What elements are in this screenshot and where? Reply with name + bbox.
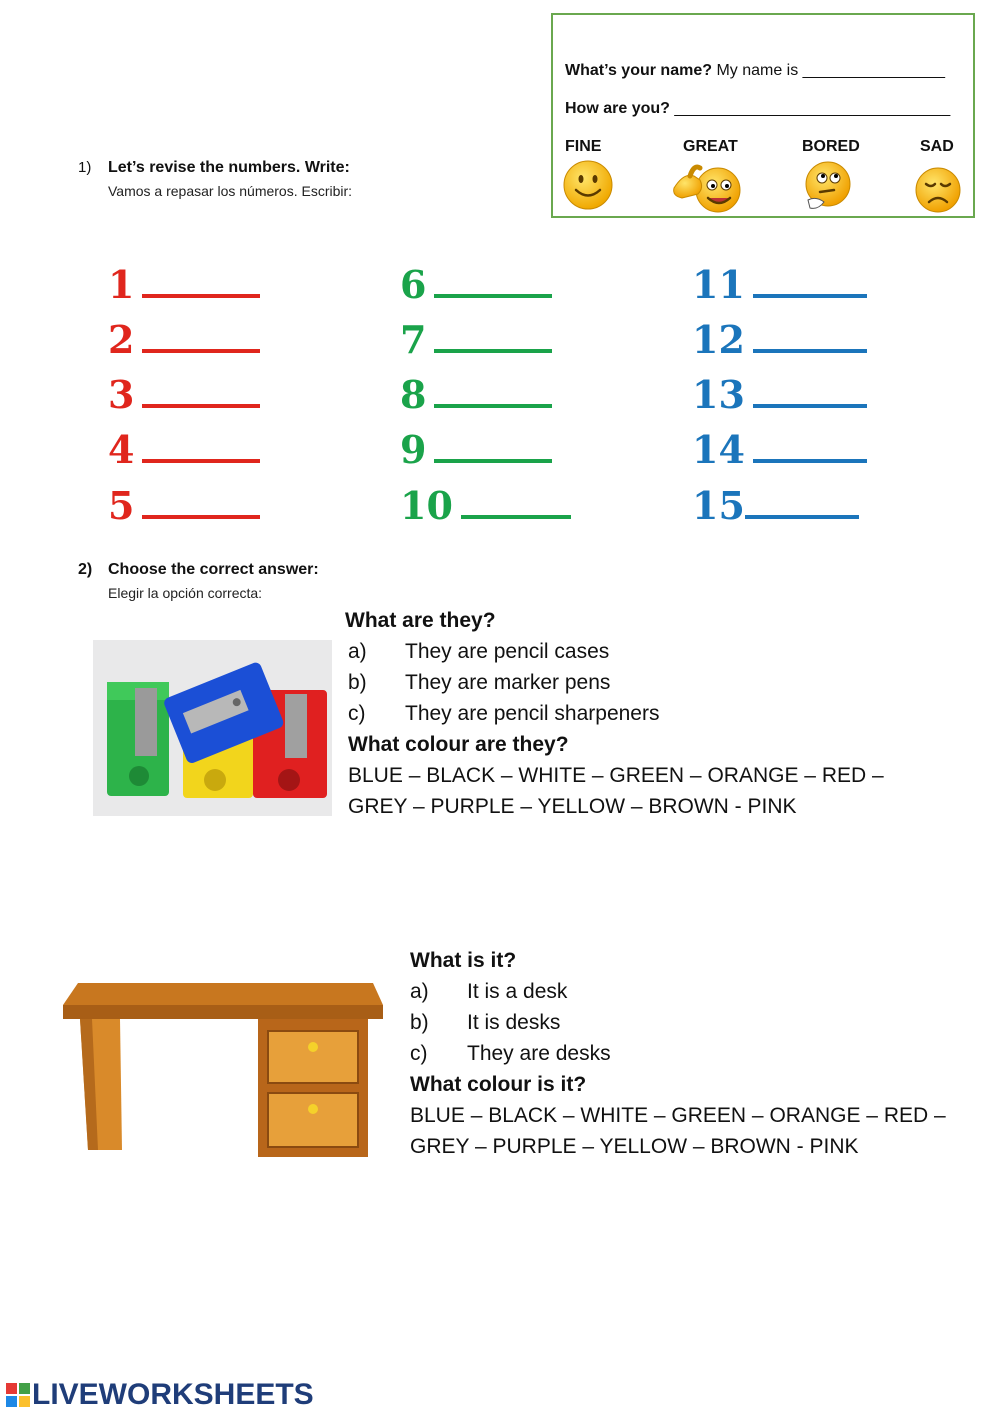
liveworksheets-logo-icon xyxy=(6,1383,30,1407)
number-row xyxy=(692,483,859,528)
answer-line[interactable] xyxy=(434,349,552,353)
answer-line[interactable] xyxy=(434,294,552,298)
exercise1-colours-line1[interactable]: BLUE – BLACK – WHITE – GREEN – ORANGE – RED – xyxy=(348,764,884,787)
answer-line[interactable] xyxy=(142,294,260,298)
number-label: 11 xyxy=(692,262,745,307)
answer-line[interactable] xyxy=(753,404,867,408)
name-question-row xyxy=(565,62,945,80)
exercise1-option-c[interactable]: c) They are pencil sharpeners xyxy=(348,702,660,725)
answer-line[interactable] xyxy=(745,515,859,519)
answer-line[interactable] xyxy=(434,404,552,408)
number-label: 13 xyxy=(692,372,745,417)
number-label: 15 xyxy=(692,483,745,528)
mood-label-bored: BORED xyxy=(802,138,860,155)
number-label: 8 xyxy=(400,372,427,417)
how-question-row xyxy=(565,100,950,118)
exercise2-option-a[interactable]: a) It is a desk xyxy=(410,980,568,1003)
number-label: 7 xyxy=(400,317,427,362)
number-row xyxy=(108,427,260,472)
number-label: 10 xyxy=(400,483,453,528)
number-label: 12 xyxy=(692,317,745,362)
number-row xyxy=(108,317,260,362)
number-label: 2 xyxy=(108,317,135,362)
number-label: 5 xyxy=(108,483,135,528)
number-row xyxy=(400,372,552,417)
number-row xyxy=(692,427,867,472)
number-label: 6 xyxy=(400,262,427,307)
mood-label-fine: FINE xyxy=(565,138,602,155)
name-answer-field[interactable]: My name is ________________ xyxy=(716,62,946,79)
mood-label-sad: SAD xyxy=(920,138,954,155)
pencil-sharpeners-image xyxy=(93,640,332,816)
number-label: 1 xyxy=(108,262,135,307)
number-row xyxy=(692,262,867,307)
mood-label-great: GREAT xyxy=(683,138,738,155)
number-label: 9 xyxy=(400,427,427,472)
section2-subtitle: Elegir la opción correcta: xyxy=(108,585,263,601)
number-label: 4 xyxy=(108,427,135,472)
exercise2-colours-line1[interactable]: BLUE – BLACK – WHITE – GREEN – ORANGE – RED – xyxy=(410,1104,946,1127)
exercise1-option-a[interactable]: a) They are pencil cases xyxy=(348,640,610,663)
number-row xyxy=(692,317,867,362)
exercise1-option-b[interactable]: b) They are marker pens xyxy=(348,671,611,694)
answer-line[interactable] xyxy=(142,349,260,353)
how-answer-field[interactable]: _______________________________ xyxy=(674,100,951,117)
number-row xyxy=(400,317,552,362)
how-question: How are you? xyxy=(565,100,670,117)
exercise2-option-c[interactable]: c) They are desks xyxy=(410,1042,611,1065)
number-row xyxy=(400,483,571,528)
section1-subtitle: Vamos a repasar los números. Escribir: xyxy=(108,183,353,199)
number-row xyxy=(108,483,260,528)
exercise1-colour-question: What colour are they? xyxy=(348,733,569,756)
number-row xyxy=(108,262,260,307)
answer-line[interactable] xyxy=(753,349,867,353)
number-label: 3 xyxy=(108,372,135,417)
exercise2-question: What is it? xyxy=(410,949,517,972)
section1-number: 1) xyxy=(78,159,92,176)
exercise2-colour-question: What colour is it? xyxy=(410,1073,587,1096)
answer-line[interactable] xyxy=(142,459,260,463)
answer-line[interactable] xyxy=(461,515,571,519)
liveworksheets-logo[interactable]: LIVEWORKSHEETS xyxy=(32,1378,314,1411)
bored-face-icon xyxy=(802,160,854,212)
desk-image xyxy=(58,975,388,1160)
number-row xyxy=(400,427,552,472)
answer-line[interactable] xyxy=(142,404,260,408)
exercise1-colours-line2[interactable]: GREY – PURPLE – YELLOW – BROWN - PINK xyxy=(348,795,797,818)
section2-number: 2) xyxy=(78,561,93,578)
answer-line[interactable] xyxy=(142,515,260,519)
answer-line[interactable] xyxy=(434,459,552,463)
number-row xyxy=(108,372,260,417)
smiling-face-icon xyxy=(563,160,613,210)
exercise1-question: What are they? xyxy=(345,609,496,632)
section1-title: Let’s revise the numbers. Write: xyxy=(108,159,350,176)
number-label: 14 xyxy=(692,427,745,472)
name-question: What’s your name? xyxy=(565,62,712,79)
thumbs-up-face-icon xyxy=(670,158,744,214)
answer-line[interactable] xyxy=(753,294,867,298)
answer-line[interactable] xyxy=(753,459,867,463)
exercise2-colours-line2[interactable]: GREY – PURPLE – YELLOW – BROWN - PINK xyxy=(410,1135,859,1158)
number-row xyxy=(692,372,867,417)
sad-face-icon xyxy=(914,166,962,214)
number-row xyxy=(400,262,552,307)
section2-title: Choose the correct answer: xyxy=(108,561,319,578)
exercise2-option-b[interactable]: b) It is desks xyxy=(410,1011,561,1034)
